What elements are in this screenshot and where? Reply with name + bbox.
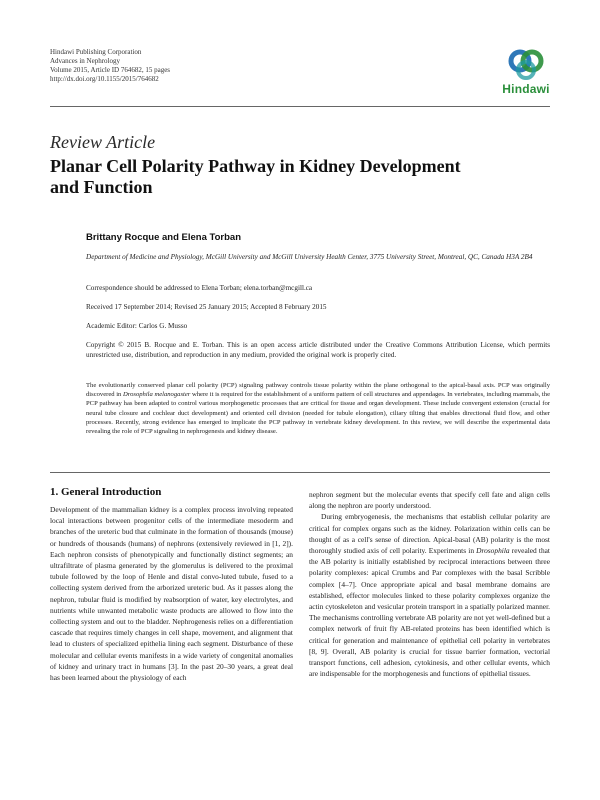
article-dates: Received 17 September 2014; Revised 25 January 2015; Accepted 8 February 2015: [86, 303, 327, 311]
paragraph: nephron segment but the molecular events that specify cell fate and align cells along the nephron are poorly understood.: [309, 490, 550, 511]
hindawi-logo: [498, 48, 554, 96]
copyright-notice: Copyright © 2015 B. Rocque and E. Torban. This is an open access article distributed under the Creative Commons Attribution License, which permits unrestricted use, distribution, and reproduction in any medium, provided the original work is properly cited.: [86, 341, 550, 359]
volume-line: Volume 2015, Article ID 764682, 15 pages: [50, 66, 171, 74]
section-heading: 1. General Introduction: [50, 486, 162, 498]
correspondence: Correspondence should be addressed to Elena Torban; elena.torban@mcgill.ca: [86, 284, 313, 292]
abstract-species: Drosophila melanogaster: [123, 391, 191, 399]
body-column-left: [50, 504, 293, 683]
publisher-name: Hindawi Publishing Corporation: [50, 48, 142, 56]
header-divider: [50, 106, 550, 107]
logo-wordmark: Hindawi: [502, 82, 550, 96]
affiliation: Department of Medicine and Physiology, McGill University and McGill University Health Center, 3775 University Street, Montreal, QC, Canada H3A 2B4: [86, 253, 533, 261]
abstract-text-b: where it is required for the establishment of a uniform pattern of cell structures and appendages. In vertebrates, including mammals, the PCP pathway has been adapted to control various morphogenetic processes that are critical for tissue and organ development. These include convergent extension (crucial for neural tube closure and cochlear duct development) and oriented cell division (needed for tubule elongation), ciliary tilting that enables directional fluid flow, and other processes. Recently, strong evidence has emerged to implicate the PCP pathway in vertebrate kidney development. In this review, we will describe the experimental data revealing the role of PCP signaling in nephrogenesis and kidney disease.: [86, 391, 550, 436]
article-type: Review Article: [50, 132, 156, 152]
article-title: Planar Cell Polarity Pathway in Kidney Development and Function: [50, 156, 461, 197]
paragraph-text-b: revealed that the AB polarity is initially established by reciprocal interactions between three polarity complexes: apical Crumbs and Par complexes with the basal Scribble complex [4–7]. Once appropriate apical and basal membrane domains are established, effector molecules linked to these polarity complexes organize the actin cytoskeleton and vesicular protein transport in a spatially polarized manner. The mechanisms controlling vertebrate AB polarity are not yet well-defined but a complex network of fruit fly AB-related proteins has been identified which is critical for generation and maintenance of epithelial cell polarity in vertebrates [8, 9]. Overall, AB polarity is crucial for tissue barrier formation, vectorial transport functions, cell adhesion, cytokinesis, and other cellular events, which are indispensable for the morphogenesis and functions of epithelial tissues.: [309, 546, 550, 679]
doi-link[interactable]: http://dx.doi.org/10.1155/2015/764682: [50, 75, 159, 83]
paragraph-species: Drosophila: [476, 546, 510, 556]
body-column-right: [309, 489, 550, 679]
abstract-text-a: The evolutionarily conserved planar cell polarity (PCP) signaling pathway controls tissue polarity within the plane orthogonal to the apical-basal axis. PCP was originally discovered in: [86, 382, 550, 399]
journal-name: Advances in Nephrology: [50, 57, 120, 65]
abstract: [86, 381, 550, 436]
author-list: Brittany Rocque and Elena Torban: [86, 232, 242, 243]
paragraph: [309, 511, 550, 679]
paragraph: Development of the mammalian kidney is a complex process involving repeated local interactions between progenitor cells of the intermediate mesoderm and branches of the ureteric bud that culminate in the formation of thousands (mouse) or hundreds of thousands (humans) of nephrons (extensively reviewed in [1, 2]). Each nephron consists of phenotypically and functionally distinct segments; an ultrafiltrate of plasma generated by the glomerulus is delivered to the proximal tubule followed by the loop of Henle and distal convo-luted tubule, fused to a collecting system derived from the arborized ureteric bud. As it passes along the nephron, tubular fluid is modified by reabsorption of water, key electrolytes, and nutrients while unwanted metabolic waste products are allowed to flow into the collecting system and out to the bladder. Nephrogenesis relies on a differentiation cascade that requires timely changes in cell shape, movement, and alignment that lead to clusters of specialized epithelia lining each segment. Disturbance of these molecular and cellular events manifests in a wide variety of congenital anomalies of kidney and urinary tract in humans [3]. In the past 20–30 years, a great deal has been learned about the physiology of each: [50, 505, 293, 683]
abstract-divider: [50, 472, 550, 473]
hindawi-logo-icon: [504, 48, 548, 82]
journal-header: [50, 48, 170, 84]
paragraph-text-a: During embryogenesis, the mechanisms that establish cellular polarity are critical for complex organs such as the kidney. Polarization within cells can be thought of as a cell's sense of direction. Apical-basal (AB) polarity is the most thoroughly studied axis of cell polarity. Experiments in: [309, 512, 550, 556]
academic-editor: Academic Editor: Carlos G. Musso: [86, 322, 188, 330]
